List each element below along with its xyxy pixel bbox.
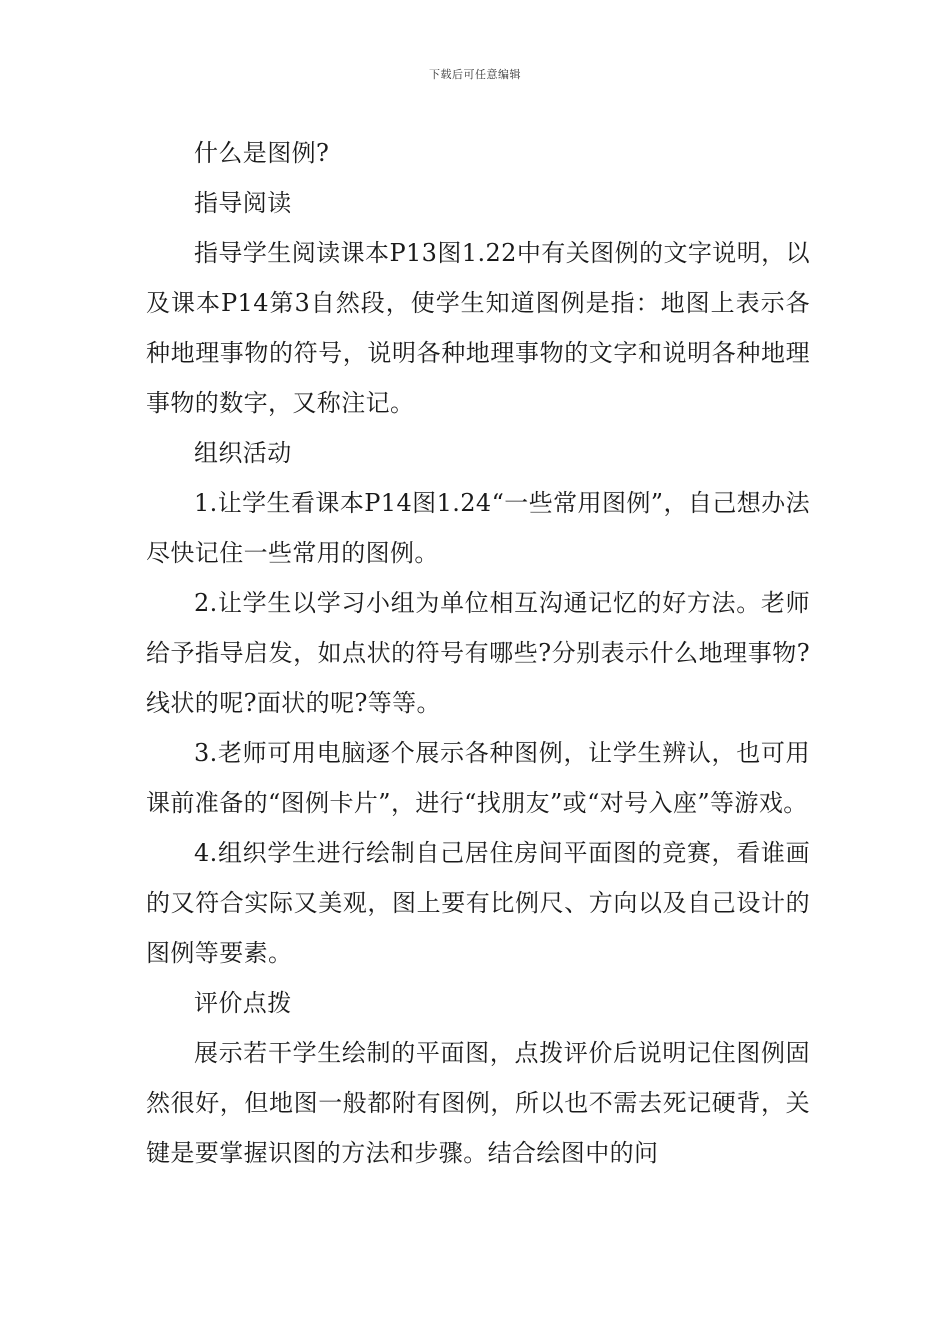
- activity-item-2: 2.让学生以学习小组为单位相互沟通记忆的好方法。老师给予指导启发，如点状的符号有哪些?分别表示什么地理事物?线状的呢?面状的呢?等等。: [146, 589, 810, 717]
- paragraph-reading-instruction: 指导学生阅读课本P13图1.22中有关图例的文字说明，以及课本P14第3自然段，使学生知道图例是指：地图上表示各种地理事物的符号，说明各种地理事物的文字和说明各种地理事物的数字，又称注记。: [146, 239, 810, 417]
- document-body: [146, 128, 810, 1178]
- activity-item-4: 4.组织学生进行绘制自己居住房间平面图的竞赛，看谁画的又符合实际又美观，图上要有比例尺、方向以及自己设计的图例等要素。: [146, 839, 810, 967]
- activity-item-3: 3.老师可用电脑逐个展示各种图例，让学生辨认，也可用课前准备的“图例卡片”，进行“找朋友”或“对号入座”等游戏。: [146, 739, 810, 817]
- section-heading-evaluation: 评价点拨: [194, 989, 292, 1017]
- activity-item-1: 1.让学生看课本P14图1.24“一些常用图例”，自己想办法尽快记住一些常用的图例。: [146, 489, 810, 567]
- section-heading-activities: 组织活动: [194, 439, 292, 467]
- section-heading-guided-reading: 指导阅读: [194, 189, 292, 217]
- paragraph-evaluation: 展示若干学生绘制的平面图，点拨评价后说明记住图例固然很好，但地图一般都附有图例，所以也不需去死记硬背，关键是要掌握识图的方法和步骤。结合绘图中的问: [146, 1039, 810, 1167]
- page-header: 下载后可任意编辑: [429, 68, 521, 81]
- question-heading: 什么是图例?: [194, 139, 330, 167]
